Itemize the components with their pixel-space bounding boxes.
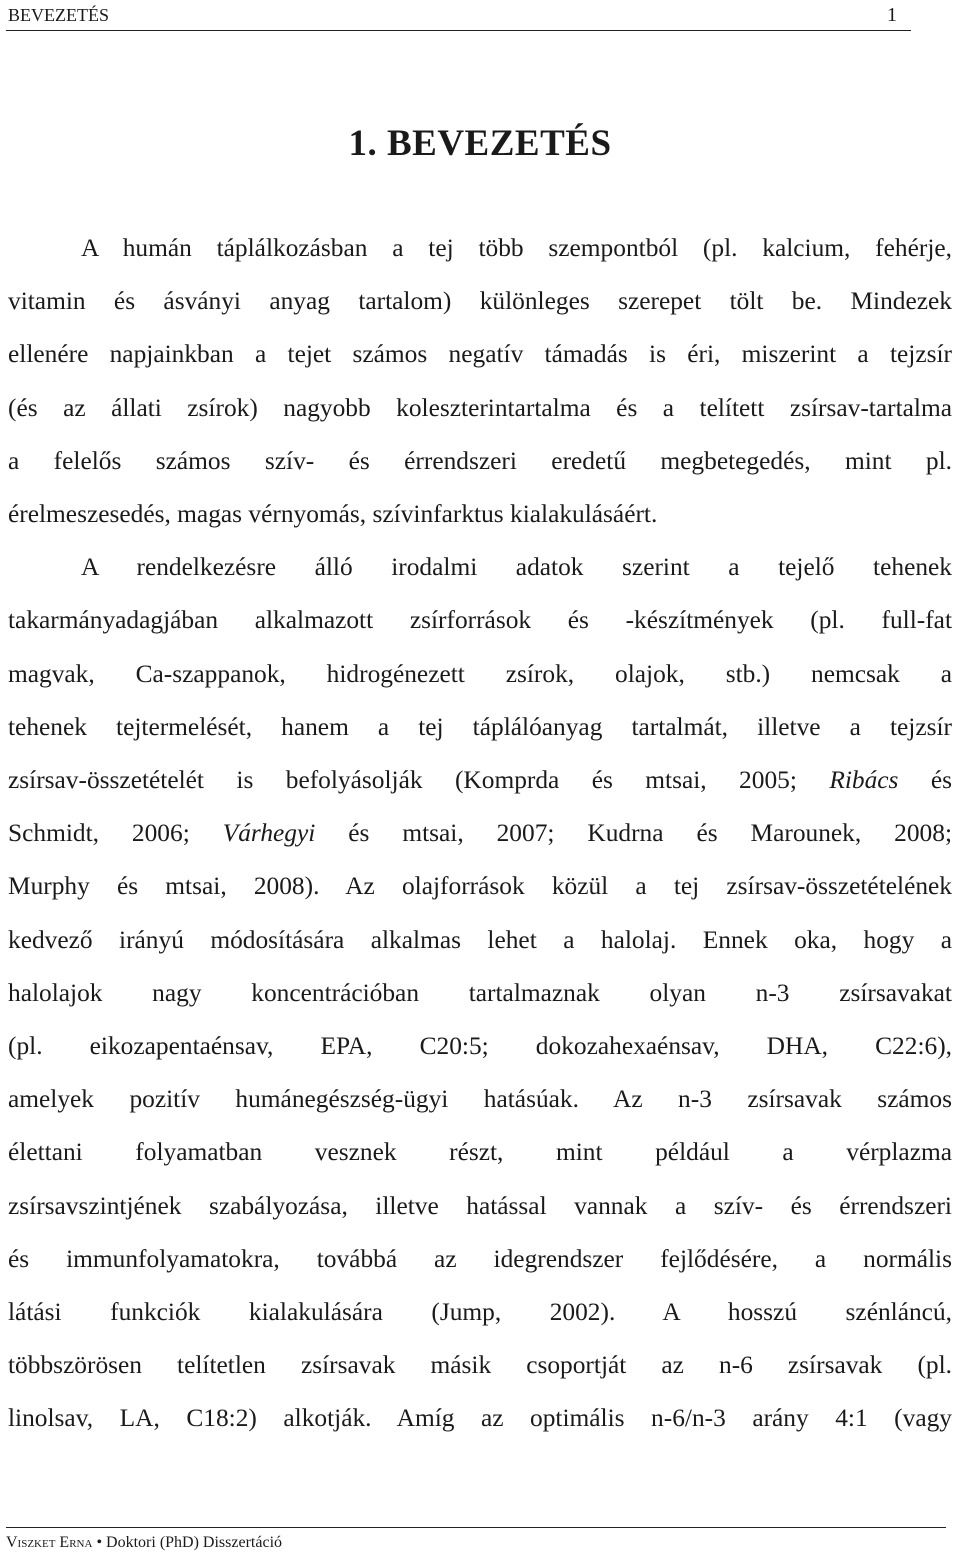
text-line: amelyek pozitív humánegészség-ügyi hatásúak. Az n-3 zsírsavak számos <box>8 1085 952 1114</box>
text-segment: Schmidt, 2006; <box>8 819 223 848</box>
text-line: érelmeszesedés, magas vérnyomás, szívinfarktus kialakulásáért. <box>8 500 658 529</box>
text-line <box>8 754 952 807</box>
text-line: (és az állati zsírok) nagyobb koleszterintartalma és a telített zsírsav-tartalma <box>8 393 952 422</box>
text-line: vitamin és ásványi anyag tartalom) különleges szerepet tölt be. Mindezek <box>8 287 952 316</box>
text-line <box>8 807 952 860</box>
text-line: linolsav, LA, C18:2) alkotják. Amíg az optimális n-6/n-3 arány 4:1 (vagy <box>8 1404 952 1433</box>
text-line: A rendelkezésre álló irodalmi adatok szerint a tejelő tehenek <box>81 553 952 582</box>
text-line: takarmányadagjában alkalmazott zsírforrások és -készítmények (pl. full-fat <box>8 606 952 635</box>
header-page-number: 1 <box>887 4 897 26</box>
citation-author-italic: Ribács <box>829 766 899 795</box>
text-line: Murphy és mtsai, 2008). Az olajforrások közül a tej zsírsav-összetételének <box>8 872 952 901</box>
footer-author: Viszket Erna <box>6 1534 93 1551</box>
text-line: zsírsavszintjének szabályozása, illetve hatással vannak a szív- és érrendszeri <box>8 1191 952 1220</box>
body-text <box>8 222 952 1446</box>
text-line: kedvező irányú módosítására alkalmas lehet a halolaj. Ennek oka, hogy a <box>8 925 952 954</box>
text-line: és immunfolyamatokra, továbbá az idegrendszer fejlődésére, a normális <box>8 1244 952 1273</box>
text-line: látási funkciók kialakulására (Jump, 2002). A hosszú szénláncú, <box>8 1298 952 1327</box>
header-section-title: BEVEZETÉS <box>8 5 109 25</box>
text-line: (pl. eikozapentaénsav, EPA, C20:5; dokozahexaénsav, DHA, C22:6), <box>8 1032 952 1061</box>
text-line: élettani folyamatban vesznek részt, mint például a vérplazma <box>8 1138 952 1167</box>
footer-separator: • <box>92 1534 107 1551</box>
text-segment: zsírsav-összetételét is befolyásolják (Komprda és mtsai, 2005; <box>8 766 830 795</box>
page-footer <box>6 1527 946 1558</box>
footer-text: Doktori (PhD) Disszertáció <box>106 1534 283 1551</box>
text-line: magvak, Ca-szappanok, hidrogénezett zsírok, olajok, stb.) nemcsak a <box>8 659 952 688</box>
text-line: halolajok nagy koncentrációban tartalmaznak olyan n-3 zsírsavakat <box>8 978 952 1007</box>
text-line: A humán táplálkozásban a tej több szempontból (pl. kalcium, fehérje, <box>81 234 952 262</box>
text-line: a felelős számos szív- és érrendszeri eredetű megbetegedés, mint pl. <box>8 446 952 475</box>
running-header <box>6 2 911 31</box>
text-line: ellenére napjainkban a tejet számos negatív támadás is éri, miszerint a tejzsír <box>8 340 952 369</box>
text-segment: és <box>898 766 952 795</box>
chapter-title: 1. BEVEZETÉS <box>348 123 612 164</box>
text-line: tehenek tejtermelését, hanem a tej táplálóanyag tartalmát, illetve a tejzsír <box>8 712 952 741</box>
text-segment: és mtsai, 2007; Kudrna és Marounek, 2008; <box>315 819 952 848</box>
citation-author-italic: Várhegyi <box>222 819 316 848</box>
text-line: többszörösen telítetlen zsírsavak másik csoportját az n-6 zsírsavak (pl. <box>8 1351 952 1380</box>
